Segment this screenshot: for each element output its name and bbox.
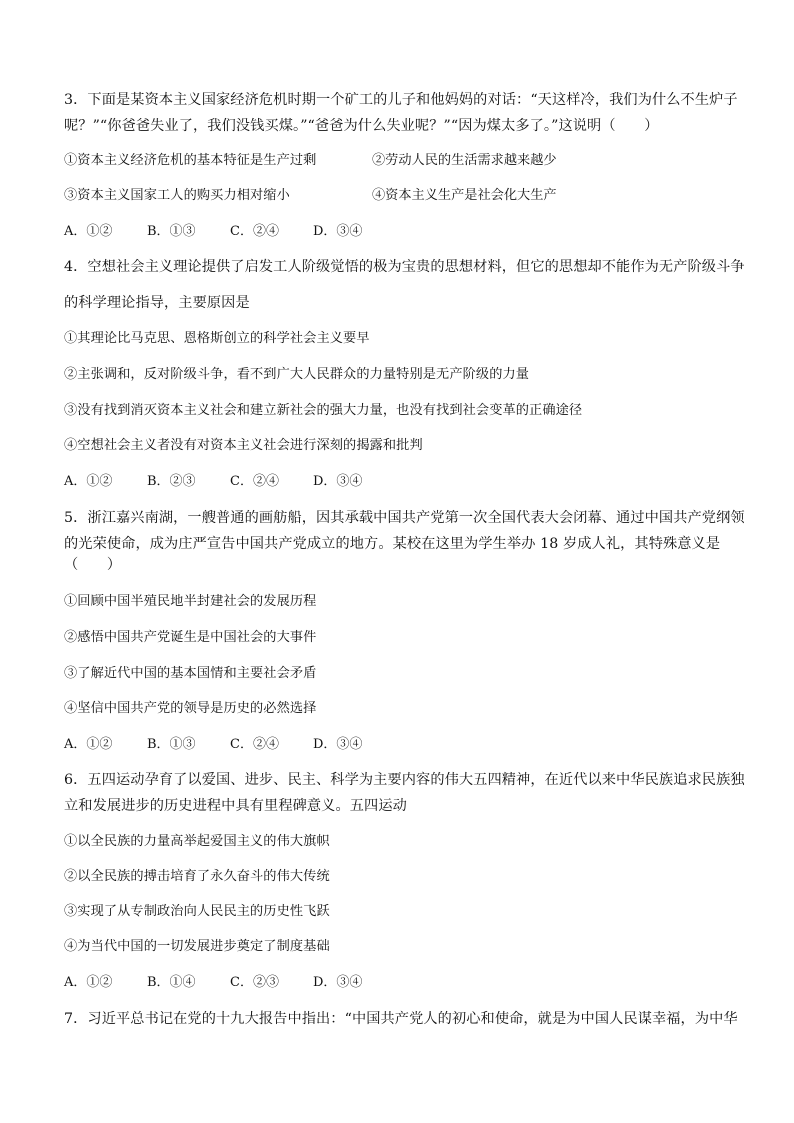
question-6-answer-choices xyxy=(64,974,396,992)
question-5-stem-line-3: （ ） xyxy=(64,557,122,573)
answer-choice-b: B．①③ xyxy=(147,224,196,239)
question-3-stem-line-1: 3．下面是某资本主义国家经济危机时期一个矿工的儿子和他妈妈的对话：“天这样冷，我们为什么不生炉子 xyxy=(64,92,738,108)
question-5-stem-line-1: 5．浙江嘉兴南湖，一艘普通的画舫船，因其承载中国共产党第一次全国代表大会闭幕、通过中国共产党纲领 xyxy=(64,510,745,526)
answer-choice-b: B．②③ xyxy=(147,474,196,489)
question-3-answer-choices xyxy=(64,223,396,241)
answer-choice-b: B．①③ xyxy=(147,737,196,752)
answer-choice-a: A．①② xyxy=(64,737,113,752)
question-4-option-3: ③没有找到消灭资本主义社会和建立新社会的强大力量，也没有找到社会变革的正确途径 xyxy=(64,403,583,418)
question-4-option-1: ①其理论比马克思、恩格斯创立的科学社会主义要早 xyxy=(64,331,370,346)
question-5-stem-line-2: 的光荣使命，成为庄严宣告中国共产党成立的地方。某校在这里为学生举办 18 岁成人礼，其特殊意义是 xyxy=(64,536,721,552)
question-4-answer-choices xyxy=(64,473,396,491)
question-3-option-2: ②劳动人民的生活需求越来越少 xyxy=(372,153,557,168)
question-3-option-1: ①资本主义经济危机的基本特征是生产过剩 xyxy=(64,153,317,168)
question-7-stem-line-1: 7．习近平总书记在党的十九大报告中指出：“中国共产党人的初心和使命，就是为中国人民谋幸福，为中华 xyxy=(64,1011,738,1027)
answer-choice-c: C．②④ xyxy=(230,737,279,752)
answer-choice-d: D．③④ xyxy=(313,224,363,239)
answer-choice-c: C．②④ xyxy=(230,224,279,239)
question-6-stem-line-2: 立和发展进步的历史进程中具有里程碑意义。五四运动 xyxy=(64,798,407,814)
answer-choice-c: C．②④ xyxy=(230,474,279,489)
question-5-option-3: ③了解近代中国的基本国情和主要社会矛盾 xyxy=(64,666,317,681)
question-6-stem-line-1: 6．五四运动孕育了以爱国、进步、民主、科学为主要内容的伟大五四精神，在近代以来中华民族追求民族独 xyxy=(64,772,745,788)
answer-choice-a: A．①② xyxy=(64,474,113,489)
question-5-option-2: ②感悟中国共产党诞生是中国社会的大事件 xyxy=(64,630,317,645)
answer-choice-d: D．③④ xyxy=(313,474,363,489)
answer-choice-b: B．①④ xyxy=(147,975,196,990)
answer-choice-c: C．②③ xyxy=(230,975,279,990)
question-5-answer-choices xyxy=(64,736,396,754)
question-6-option-1: ①以全民族的力量高举起爱国主义的伟大旗帜 xyxy=(64,834,330,849)
question-6-option-3: ③实现了从专制政治向人民民主的历史性飞跃 xyxy=(64,904,330,919)
question-6-option-2: ②以全民族的搏击培育了永久奋斗的伟大传统 xyxy=(64,869,330,884)
answer-choice-d: D．③④ xyxy=(313,975,363,990)
question-4-stem-line-2: 的科学理论指导，主要原因是 xyxy=(64,295,250,311)
question-3-option-3: ③资本主义国家工人的购买力相对缩小 xyxy=(64,188,290,203)
answer-choice-a: A．①② xyxy=(64,224,113,239)
question-6-option-4: ④为当代中国的一切发展进步奠定了制度基础 xyxy=(64,939,330,954)
question-5-option-1: ①回顾中国半殖民地半封建社会的发展历程 xyxy=(64,594,317,609)
question-4-stem-line-1: 4．空想社会主义理论提供了启发工人阶级觉悟的极为宝贵的思想材料，但它的思想却不能作为无产阶级斗争 xyxy=(64,259,745,275)
answer-choice-d: D．③④ xyxy=(313,737,363,752)
question-5-option-4: ④坚信中国共产党的领导是历史的必然选择 xyxy=(64,701,317,716)
question-4-option-2: ②主张调和，反对阶级斗争，看不到广大人民群众的力量特别是无产阶级的力量 xyxy=(64,367,530,382)
question-4-option-4: ④空想社会主义者没有对资本主义社会进行深刻的揭露和批判 xyxy=(64,438,423,453)
question-3-stem-line-2: 呢？”“你爸爸失业了，我们没钱买煤。”“爸爸为什么失业呢？”“因为煤太多了。”这说明（ ） xyxy=(64,118,659,134)
answer-choice-a: A．①② xyxy=(64,975,113,990)
question-3-option-4: ④资本主义生产是社会化大生产 xyxy=(372,188,557,203)
